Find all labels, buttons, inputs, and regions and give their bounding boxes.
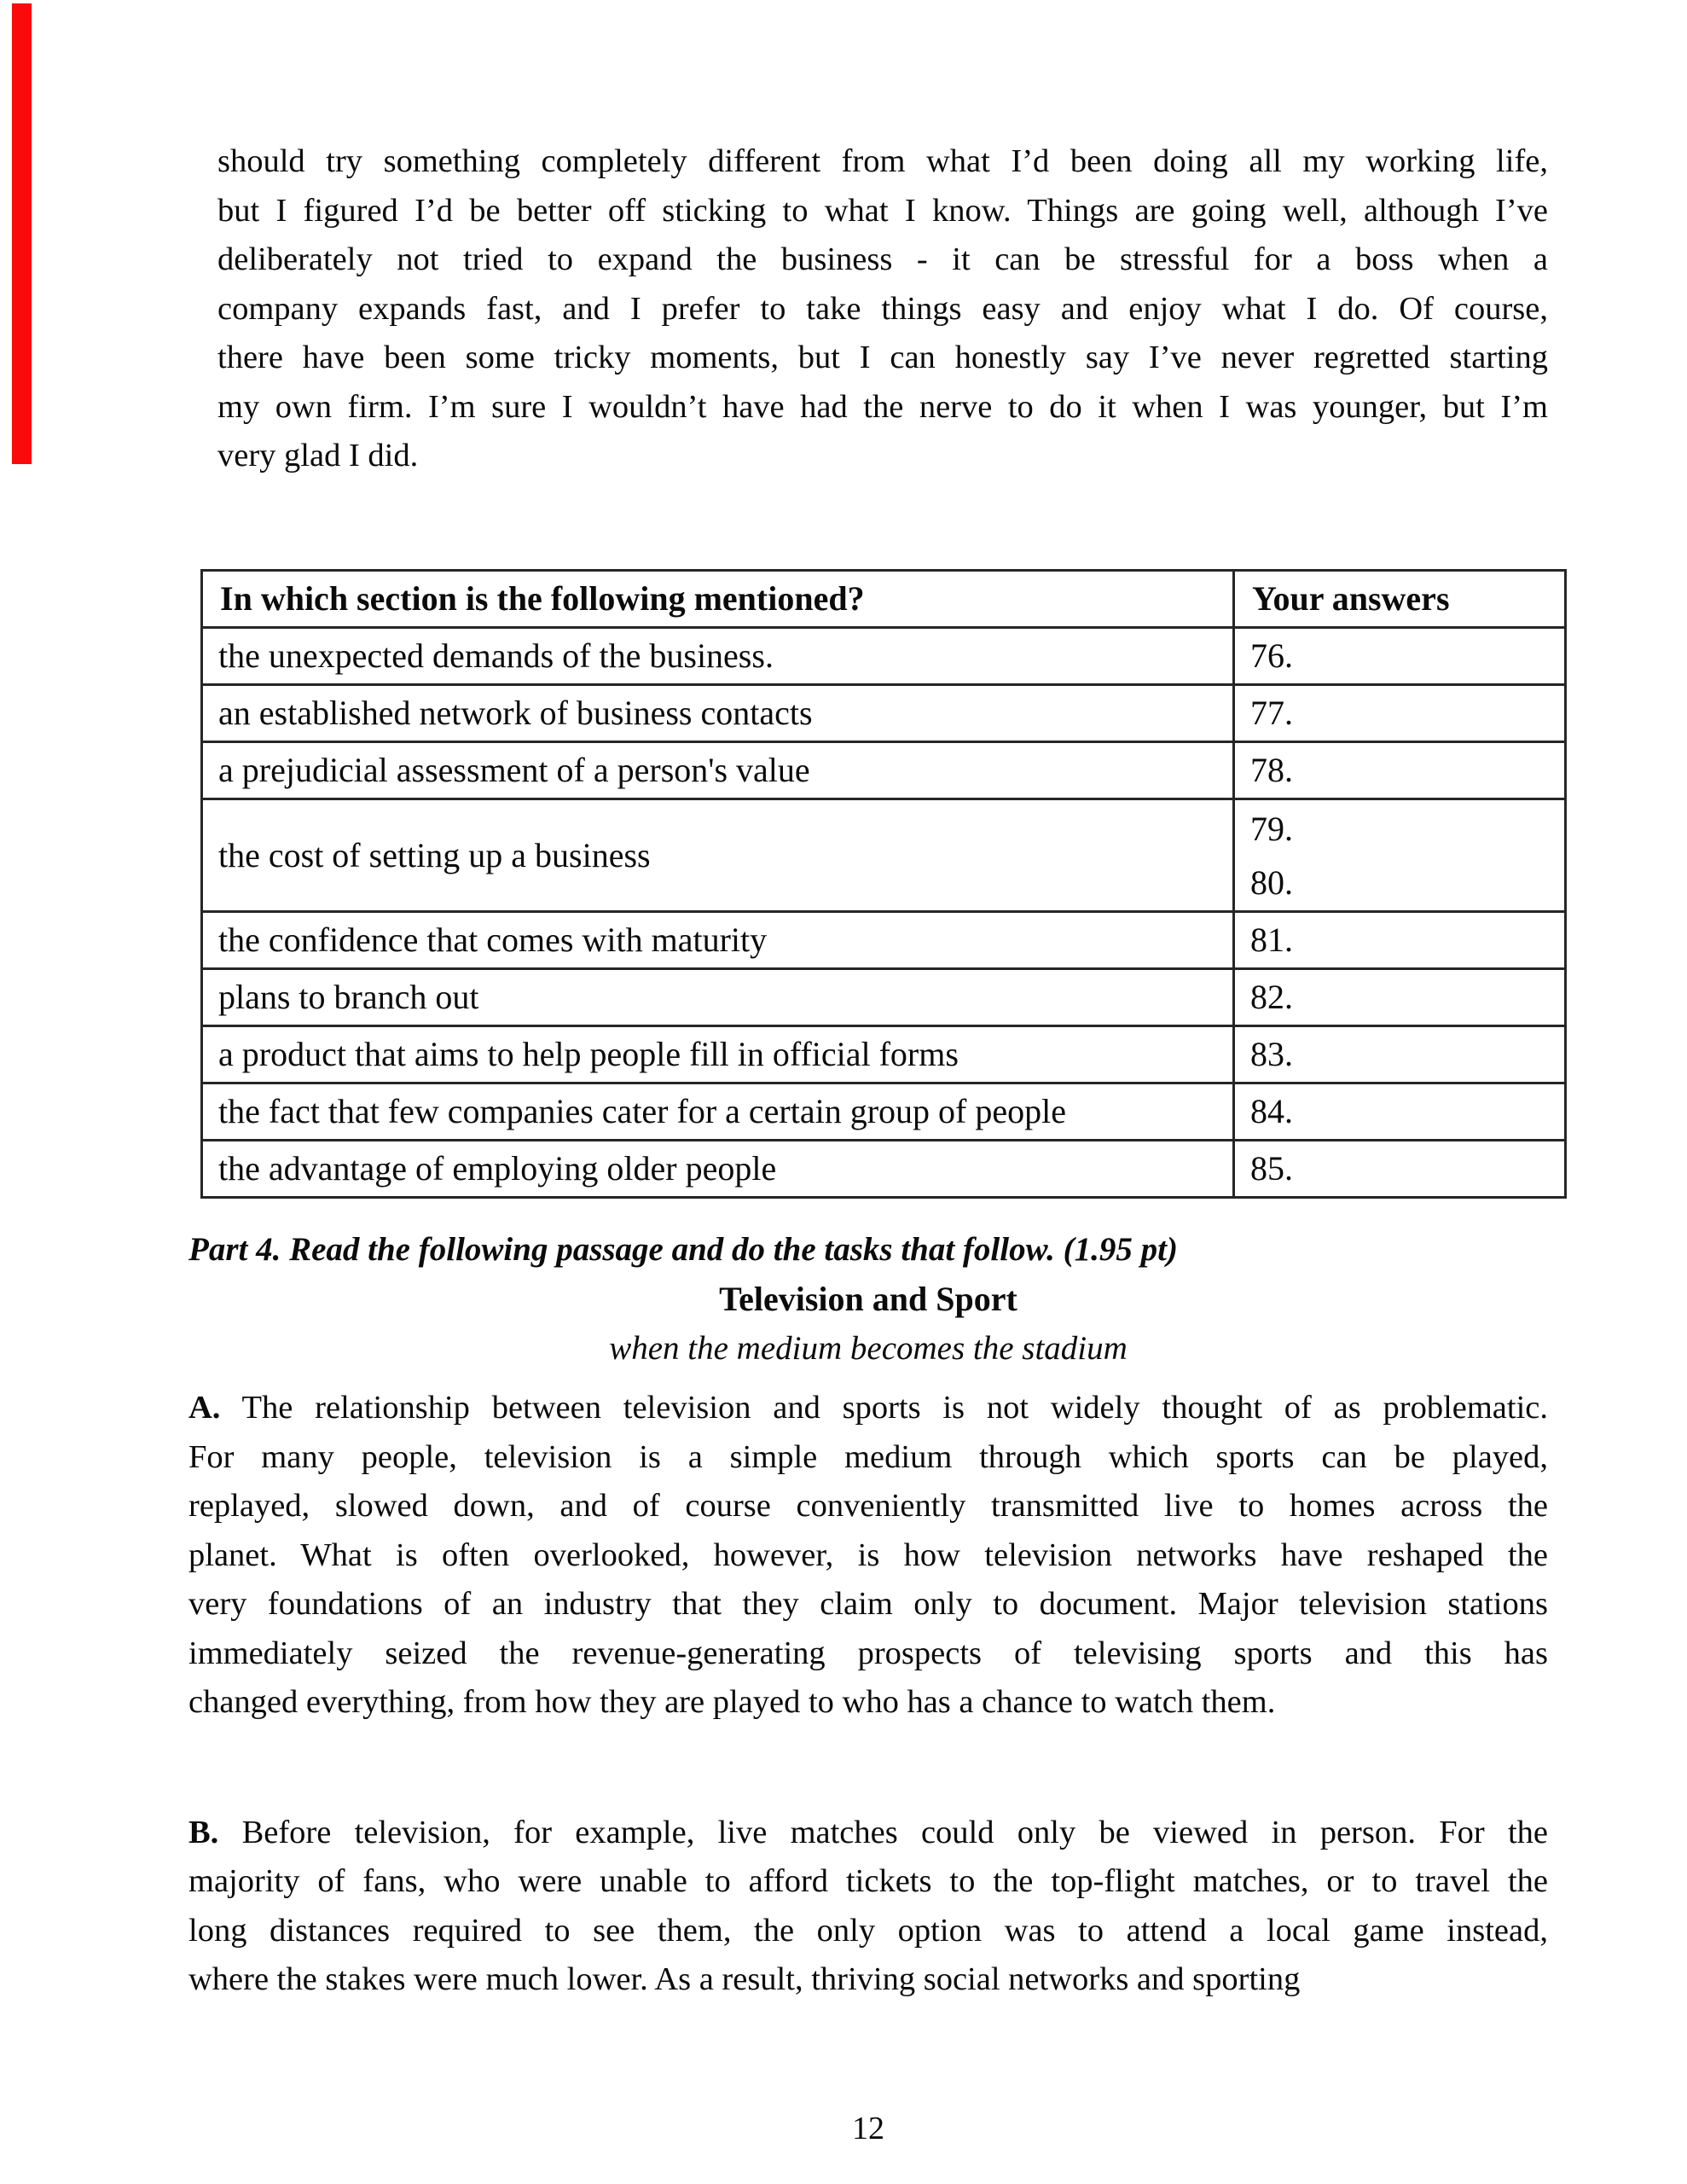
paragraph-line: For many people, television is a simple medium through which sports can be played,	[188, 1438, 1548, 1475]
passage-subtitle: when the medium becomes the stadium	[609, 1330, 1128, 1367]
table-row	[202, 912, 1566, 969]
paragraph-line: very glad I did.	[217, 438, 419, 473]
paragraph-line: replayed, slowed down, and of course conveniently transmitted live to homes across the	[188, 1488, 1548, 1524]
paragraph-line: immediately seized the revenue-generating prospects of televising sports and this has	[188, 1635, 1548, 1671]
row-answer: 81.	[1234, 912, 1566, 969]
answers-table	[200, 569, 1567, 1199]
paragraph-line: planet. What is often overlooked, however, is how television networks have reshaped the	[188, 1536, 1548, 1573]
answer-number: 80.	[1250, 863, 1293, 902]
table-row	[202, 1083, 1566, 1141]
row-answer	[1234, 799, 1566, 912]
table-row	[202, 742, 1566, 799]
table-row	[202, 799, 1566, 912]
row-label: the confidence that comes with maturity	[202, 912, 1234, 969]
table-row	[202, 969, 1566, 1026]
table-header-row	[202, 571, 1566, 628]
paragraph-line: my own firm. I’m sure I wouldn’t have had the nerve to do it when I was younger, but I’m	[217, 388, 1548, 425]
row-answer: 82.	[1234, 969, 1566, 1026]
paragraph-b	[188, 1809, 1548, 2005]
row-label: the advantage of employing older people	[202, 1141, 1234, 1198]
paragraph-line: there have been some tricky moments, but I can honestly say I’ve never regretted starting	[217, 340, 1548, 375]
row-label: a product that aims to help people fill in official forms	[202, 1026, 1234, 1083]
table-row	[202, 1026, 1566, 1083]
paragraph-letter: B.	[188, 1814, 219, 1850]
page-number: 12	[852, 2111, 884, 2146]
row-label: the cost of setting up a business	[202, 799, 1234, 912]
top-paragraph	[217, 137, 1548, 481]
table-header-question: In which section is the following mentioned?	[202, 571, 1234, 628]
red-annotation-mark	[12, 3, 32, 464]
paragraph-line: company expands fast, and I prefer to take things easy and enjoy what I do. Of course,	[217, 290, 1548, 327]
table-row	[202, 1141, 1566, 1198]
paragraph-line: majority of fans, who were unable to afford tickets to the top-flight matches, or to travel the	[188, 1863, 1548, 1899]
row-answer: 83.	[1234, 1026, 1566, 1083]
row-label: the unexpected demands of the business.	[202, 628, 1234, 685]
table-row	[202, 685, 1566, 742]
row-answer: 84.	[1234, 1083, 1566, 1141]
paragraph-line: should try something completely different from what I’d been doing all my working life,	[217, 143, 1548, 179]
part4-heading: Part 4. Read the following passage and do the tasks that follow. (1.95 pt)	[188, 1231, 1178, 1268]
paragraph-line: B. Before television, for example, live matches could only be viewed in person. For the	[188, 1814, 1548, 1850]
row-answer: 77.	[1234, 685, 1566, 742]
paragraph-line: changed everything, from how they are played to who has a chance to watch them.	[188, 1684, 1276, 1720]
paragraph-line: very foundations of an industry that they claim only to document. Major television stations	[188, 1586, 1548, 1622]
table-row	[202, 628, 1566, 685]
row-answer: 85.	[1234, 1141, 1566, 1198]
paragraph-line: where the stakes were much lower. As a result, thriving social networks and sporting	[188, 1961, 1301, 1997]
paragraph-line: deliberately not tried to expand the business - it can be stressful for a boss when a	[217, 241, 1548, 277]
row-label: a prejudicial assessment of a person's value	[202, 742, 1234, 799]
row-label: the fact that few companies cater for a certain group of people	[202, 1083, 1234, 1141]
paragraph-letter: A.	[188, 1390, 221, 1426]
paragraph-line: long distances required to see them, the only option was to attend a local game instead,	[188, 1912, 1548, 1949]
row-answer: 78.	[1234, 742, 1566, 799]
part4-section	[188, 1225, 1548, 2005]
paragraph-line: A. The relationship between television and sports is not widely thought of as problematic.	[188, 1390, 1548, 1426]
row-label: an established network of business contacts	[202, 685, 1234, 742]
table-header-answers: Your answers	[1234, 571, 1566, 628]
passage-title: Television and Sport	[719, 1280, 1017, 1318]
row-label: plans to branch out	[202, 969, 1234, 1026]
paragraph-line: but I figured I’d be better off sticking to what I know. Things are going well, although I’ve	[217, 192, 1548, 229]
paragraph-a	[188, 1384, 1548, 1728]
row-answer: 76.	[1234, 628, 1566, 685]
answer-number: 79.	[1250, 809, 1293, 848]
